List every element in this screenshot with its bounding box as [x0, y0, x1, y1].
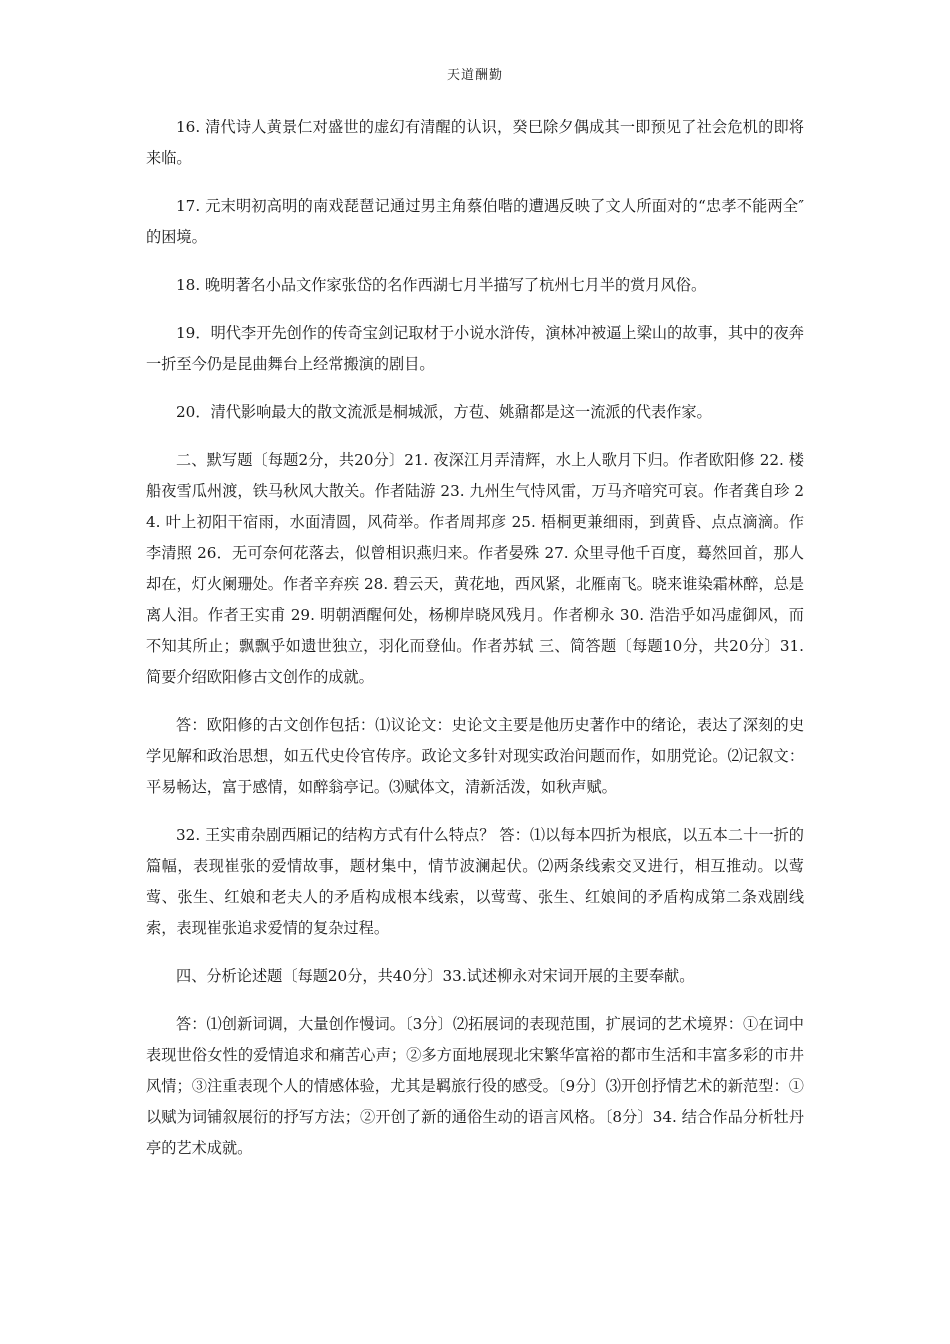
paragraph-q20: 20．清代影响最大的散文流派是桐城派，方苞、姚鼐都是这一流派的代表作家。	[176, 403, 712, 421]
paragraph-answer-q33: 答：⑴创新词调，大量创作慢词。〔3分〕⑵拓展词的表现范围，扩展词的艺术境界：①在词中表现世俗女性的爱情追求和痛苦心声；②多方面地展现北宋繁华富裕的都市生活和丰富多彩的市井风情；③注重表现个人的情感体验，尤其是羁旅行役的感受。〔9分〕⑶开创抒情艺术的新范型：①以赋为词铺叙展衍的抒写方法；②开创了新的通俗生动的语言风格。〔8分〕34. 结合作品分析牡丹亭的艺术成就。	[146, 1015, 804, 1157]
paragraph-q17: 17. 元末明初高明的南戏琵琶记通过男主角蔡伯喈的遭遇反映了文人所面对的“忠孝不能两全″的困境。	[146, 197, 804, 246]
paragraph-section-dictation: 二、默写题〔每题2分，共20分〕21. 夜深江月弄清辉，水上人歌月下归。作者欧阳修 22. 楼船夜雪瓜州渡，铁马秋风大散关。作者陆游 23. 九州生气恃风雷，万马齐喑究可哀。作者龚自珍 24. 叶上初阳干宿雨，水面清圆，风荷举。作者周邦彦 25. 梧桐更兼细雨，到黄昏、点点滴滴。作李清照 26．无可奈何花落去，似曾相识燕归来。作者晏殊 27. 众里寻他千百度，蓦然回首，那人却在，灯火阑珊处。作者辛弃疾 28. 碧云天，黄花地，西风紧，北雁南飞。晓来谁染霜林醉，总是离人泪。作者王实甫 29. 明朝酒醒何处，杨柳岸晓风残月。作者柳永 30. 浩浩乎如冯虚御风，而不知其所止；飘飘乎如遗世独立，羽化而登仙。作者苏轼 三、简答题〔每题10分，共20分〕31. 简要介绍欧阳修古文创作的成就。	[146, 451, 804, 686]
paragraph-q32: 32. 王实甫杂剧西厢记的结构方式有什么特点？ 答：⑴以每本四折为根底，以五本二十一折的篇幅，表现崔张的爱情故事，题材集中，情节波澜起伏。⑵两条线索交叉进行，相互推动。以莺莺、张生、红娘和老夫人的矛盾构成根本线索，以莺莺、张生、红娘间的矛盾构成第二条戏剧线索，表现崔张追求爱情的复杂过程。	[146, 826, 804, 937]
paragraph-q19: 19．明代李开先创作的传奇宝剑记取材于小说水浒传，演林冲被逼上梁山的故事，其中的夜奔一折至今仍是昆曲舞台上经常搬演的剧目。	[146, 324, 804, 373]
paragraph-section-essay: 四、分析论述题〔每题20分，共40分〕33.试述柳永对宋词开展的主要奉献。	[176, 967, 695, 985]
paragraph-q16: 16. 清代诗人黄景仁对盛世的虚幻有清醒的认识，癸巳除夕偶成其一即预见了社会危机的即将来临。	[146, 118, 804, 167]
paragraph-q18: 18. 晚明著名小品文作家张岱的名作西湖七月半描写了杭州七月半的赏月风俗。	[176, 276, 707, 294]
page-header: 天道酬勤	[446, 68, 503, 83]
paragraph-answer-q31: 答：欧阳修的古文创作包括：⑴议论文：史论文主要是他历史著作中的绪论，表达了深刻的史学见解和政治思想，如五代史伶官传序。政论文多针对现实政治问题而作，如朋党论。⑵记叙文：平易畅达，富于感情，如醉翁亭记。⑶赋体文，清新活泼，如秋声赋。	[146, 716, 804, 796]
document-body	[146, 112, 804, 1181]
